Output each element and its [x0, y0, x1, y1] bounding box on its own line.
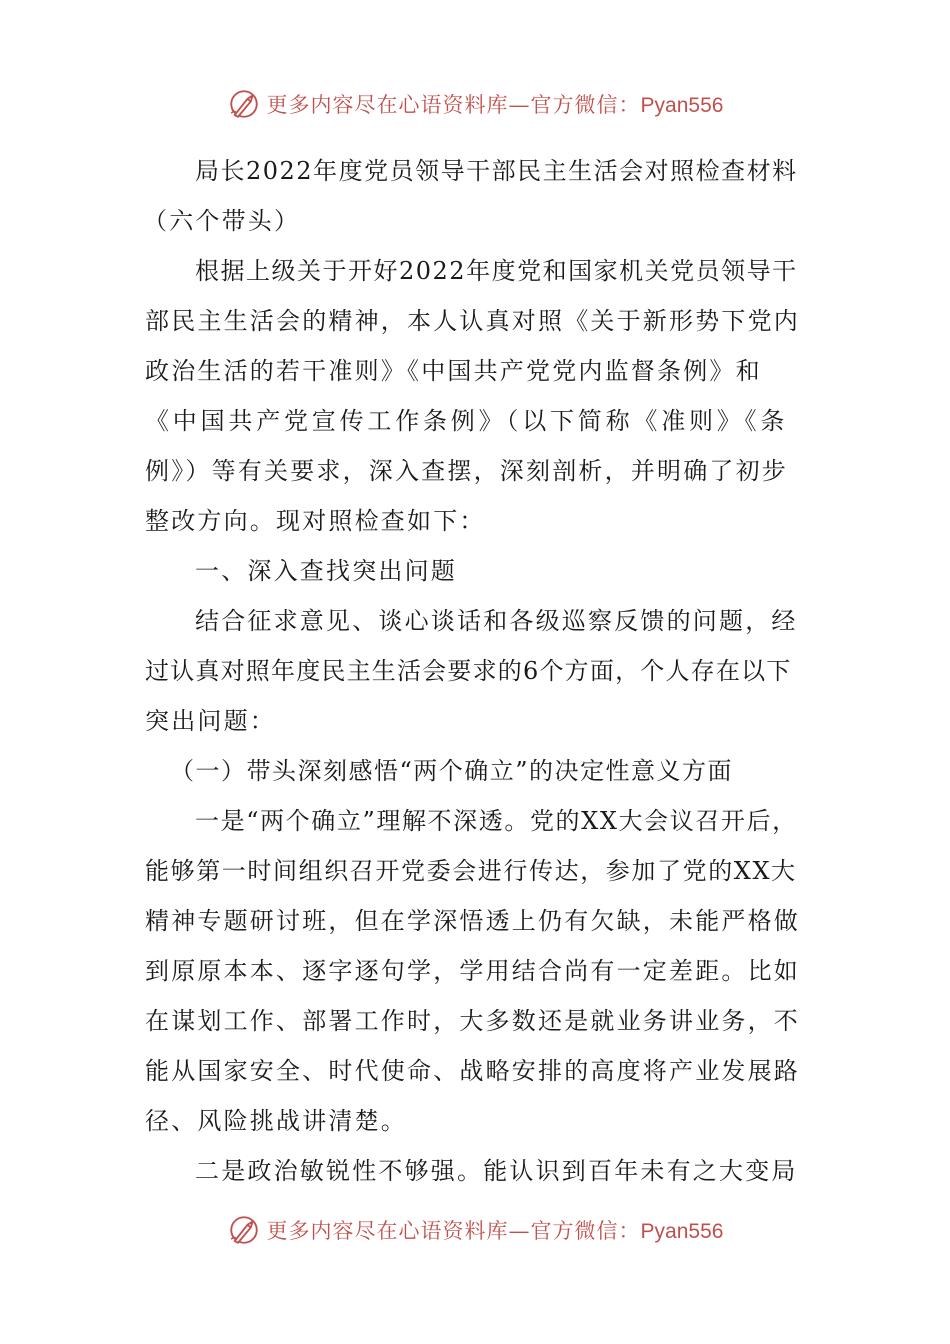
- section-heading: 一、深入查找突出问题: [195, 557, 457, 585]
- document-subtitle: （六个带头）: [143, 207, 301, 235]
- wechat-id: Pyan556: [640, 1220, 724, 1243]
- subsection-heading: （一）带头深刻感悟“两个确立”的决定性意义方面: [170, 757, 734, 785]
- paragraph-line: 精神专题研讨班，但在学深悟透上仍有欠缺，未能严格做: [145, 907, 800, 935]
- paragraph-line: 能从国家安全、时代使命、战略安排的高度将产业发展路: [145, 1057, 800, 1085]
- watermark-text: 更多内容尽在心语资料库—官方微信：Pyan556: [266, 93, 724, 117]
- paragraph-line: 过认真对照年度民主生活会要求的6个方面，个人存在以下: [145, 657, 792, 685]
- paragraph-line: 根据上级关于开好2022年度党和国家机关党员领导干: [195, 257, 798, 285]
- paragraph-line: 径、风险挑战讲清楚。: [145, 1107, 407, 1135]
- paragraph-line: 结合征求意见、谈心谈话和各级巡察反馈的问题，经: [195, 607, 798, 635]
- paragraph-line: 在谋划工作、部署工作时，大多数还是就业务讲业务，不: [145, 1007, 800, 1035]
- wechat-id: Pyan556: [640, 94, 724, 117]
- footer-watermark-banner: [0, 1210, 950, 1250]
- paragraph-line: 能够第一时间组织召开党委会进行传达，参加了党的XX大: [145, 857, 797, 885]
- paragraph-line: 一是“两个确立”理解不深透。党的XX大会议召开后，: [195, 807, 798, 835]
- paragraph-line: 整改方向。现对照检查如下：: [145, 507, 486, 535]
- pen-nib-logo-icon: [227, 87, 261, 121]
- header-watermark-banner: [0, 84, 950, 124]
- paragraph-line: 到原原本本、逐字逐句学，学用结合尚有一定差距。比如: [145, 957, 800, 985]
- pen-nib-logo-icon: [227, 1213, 261, 1247]
- paragraph-line: 政治生活的若干准则》《中国共产党党内监督条例》和: [145, 357, 762, 385]
- paragraph-line: 突出问题：: [145, 707, 276, 735]
- paragraph-line: 例》）等有关要求，深入查摆，深刻剖析，并明确了初步: [145, 457, 788, 485]
- paragraph-line: 《中国共产党宣传工作条例》（以下简称《准则》《条: [145, 407, 789, 435]
- watermark-text: 更多内容尽在心语资料库—官方微信：Pyan556: [266, 1219, 724, 1243]
- paragraph-line: 部民主生活会的精神，本人认真对照《关于新形势下党内: [145, 307, 800, 335]
- paragraph-line: 二是政治敏锐性不够强。能认识到百年未有之大变局: [195, 1157, 798, 1185]
- document-title: 局长2022年度党员领导干部民主生活会对照检查材料: [195, 157, 798, 185]
